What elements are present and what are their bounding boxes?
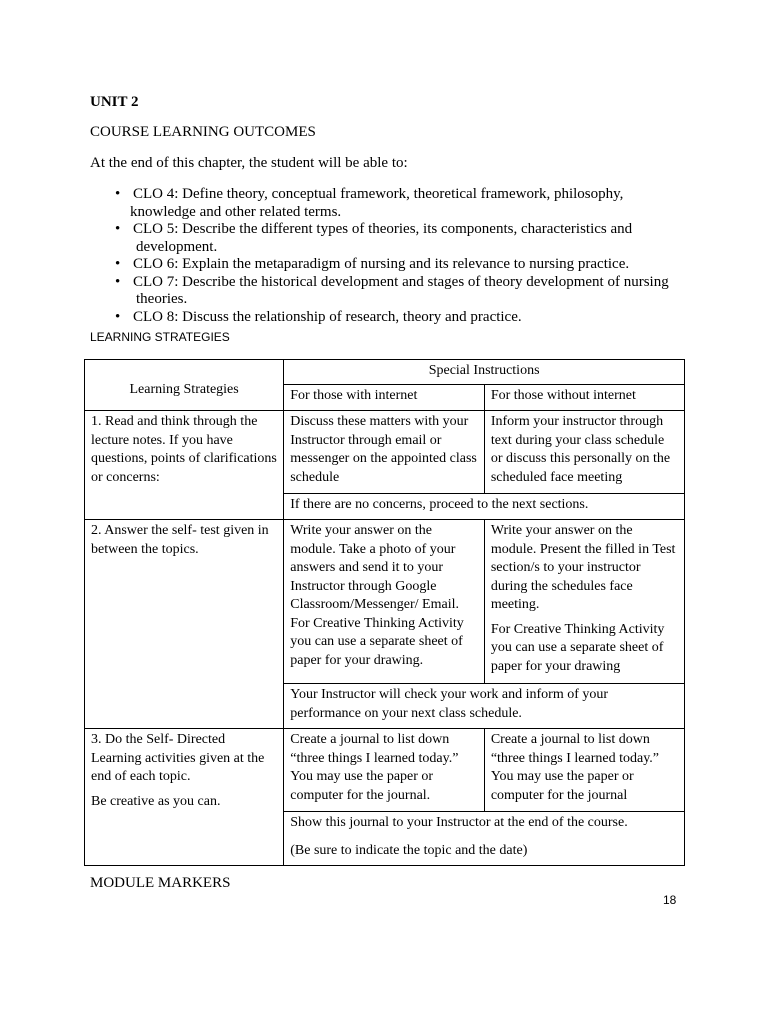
clo-list [90,186,690,326]
with-internet-cell: Create a journal to list down “three things I learned today.” You may use the paper or computer for the journal. [284,729,485,812]
clo-item [90,274,690,309]
intro-text: At the end of this chapter, the student will be able to: [90,155,408,171]
header-without-internet: For those without internet [484,385,684,411]
clo-text: CLO 6: Explain the metaparadigm of nursing and its relevance to nursing practice. [133,256,630,272]
clo-item [90,256,690,274]
table-row [85,729,685,812]
clo-text: CLO 4: Define theory, conceptual framework, theoretical framework, philosophy, [133,186,624,202]
bullet-icon: • [115,186,121,202]
strategy-text-2: Be creative as you can. [91,793,221,809]
clo-text: CLO 8: Discuss the relationship of research, theory and practice. [133,308,522,325]
clo-text: CLO 7: Describe the historical development and stages of theory development of nursing [133,273,669,290]
clo-heading: COURSE LEARNING OUTCOMES [90,124,316,140]
with-internet-cell [284,520,485,684]
note-text: Show this journal to your Instructor at the end of the course. [290,815,628,830]
strategy-cell [85,729,284,866]
header-special-instructions: Special Instructions [284,360,685,385]
bullet-icon: • [115,221,121,237]
with-internet-text-2: For Creative Thinking Activity you can use a separate sheet of paper for your drawing. [290,615,464,668]
clo-text-cont: knowledge and other related terms. [130,203,342,220]
clo-text: CLO 5: Describe the different types of theories, its components, characteristics and [133,221,633,237]
header-learning-strategies: Learning Strategies [85,360,284,411]
clo-item [90,221,690,256]
module-markers-heading: MODULE MARKERS [90,875,231,891]
page-number: 18 [663,893,677,907]
bullet-icon: • [115,256,121,272]
learning-strategies-heading: LEARNING STRATEGIES [90,330,230,344]
strategy-cell: 2. Answer the self- test given in between the topics. [85,520,284,729]
without-internet-text-2: For Creative Thinking Activity you can use a separate sheet of paper for your drawing [490,621,665,674]
header-with-internet: For those with internet [284,385,485,411]
strategy-text: 3. Do the Self- Directed Learning activities given at the end of each topic. [91,732,265,784]
with-internet-cell: Discuss these matters with your Instructor through email or messenger on the appointed class schedule [284,411,485,494]
without-internet-text: Write your answer on the module. Present the filled in Test section/s to your instructor during the schedules face meeting. [490,523,676,612]
note-text-2: (Be sure to indicate the topic and the date) [290,842,528,858]
without-internet-cell [484,520,684,684]
clo-item [90,309,690,327]
strategy-cell: 1. Read and think through the lecture notes. If you have questions, points of clarifications or concerns: [85,411,284,520]
without-internet-cell: Inform your instructor through text during your class schedule or discuss this personally on the scheduled face meeting [484,411,684,494]
with-internet-text: Write your answer on the module. Take a photo of your answers and send it to your Instructor through Google Classroom/Messenger/ Email. [290,523,459,612]
clo-text-cont: theories. [136,291,188,307]
table-row [85,520,685,684]
unit-title: UNIT 2 [90,94,139,110]
note-cell: If there are no concerns, proceed to the next sections. [284,494,685,520]
bullet-icon: • [115,273,121,290]
clo-item [90,186,690,221]
bullet-icon: • [115,308,121,325]
learning-strategies-table [84,359,685,866]
clo-text-cont: development. [136,238,218,255]
table-row [85,411,685,494]
table-header-row [85,360,685,385]
note-cell: Your Instructor will check your work and inform of your performance on your next class schedule. [284,684,685,729]
note-cell [284,812,685,866]
without-internet-cell: Create a journal to list down “three things I learned today.” You may use the paper or computer for the journal [484,729,684,812]
